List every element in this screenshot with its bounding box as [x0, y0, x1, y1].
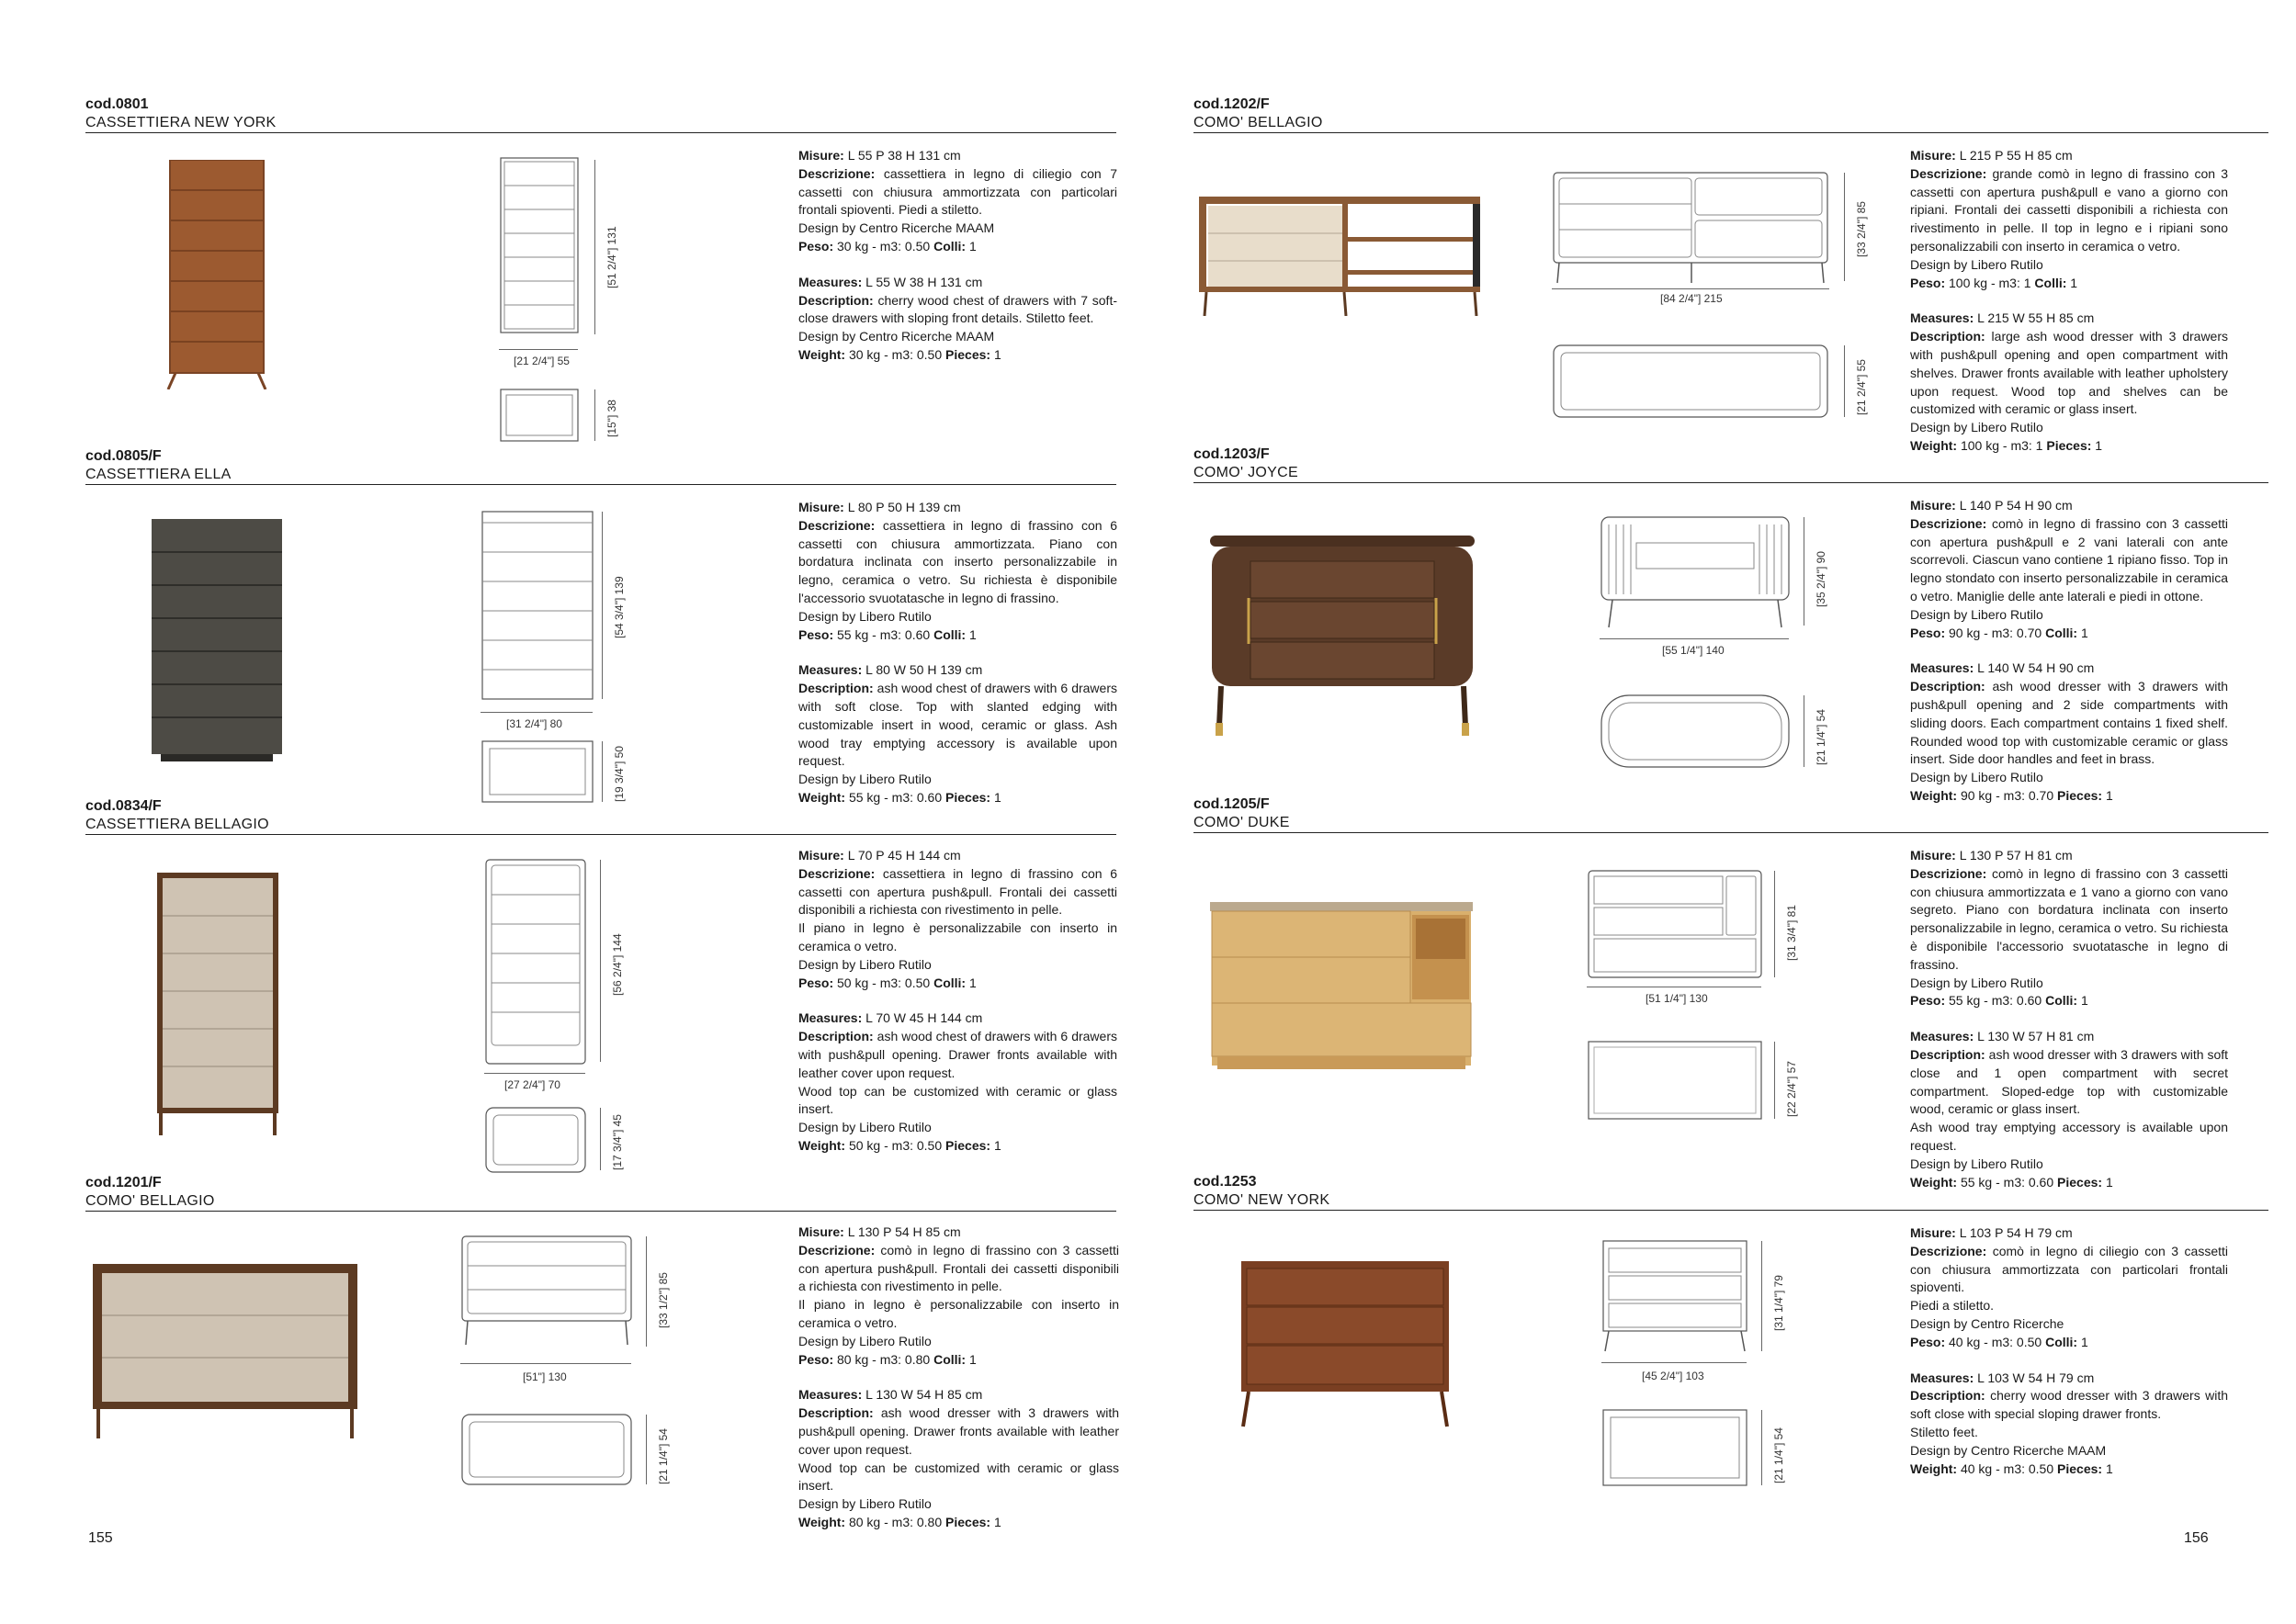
label-weight: Weight:: [1910, 787, 1958, 803]
it-weight: 55 kg - m3: 0.60: [837, 626, 931, 642]
right-page: [1148, 0, 2295, 1624]
depth-dim-line: [600, 1108, 601, 1170]
height-dim: [33 1/2"] 85: [657, 1272, 670, 1328]
width-dim: [51"] 130: [523, 1370, 567, 1383]
depth-dim: [17 3/4"] 45: [611, 1114, 624, 1170]
en-desc2: Wood top can be customized with ceramic or glass insert.: [798, 1083, 1117, 1117]
label-description: Description:: [1910, 329, 1985, 344]
label-measures: Measures:: [1910, 1029, 1974, 1044]
label-misure: Misure:: [1910, 1225, 1956, 1240]
width-dim-line: [481, 712, 593, 713]
it-weight: 90 kg - m3: 0.70: [1949, 625, 2042, 640]
top-drawing: [460, 1413, 635, 1488]
product-name: COMO' BELLAGIO: [1193, 115, 1323, 130]
header-rule: [85, 132, 1116, 133]
en-measure: L 130 W 57 H 81 cm: [1977, 1029, 2095, 1044]
label-misure: Misure:: [798, 1224, 844, 1239]
en-desc: ash wood chest of drawers with 6 drawers with soft close. Top with slanted edging with customizable insert in wood, ceramic or glass. Ash wood tray emptying accessory is available upon request.: [798, 681, 1117, 769]
en-pieces: 1: [2105, 1174, 2113, 1190]
label-peso: Peso:: [1910, 275, 1946, 290]
en-design: Design by Libero Rutilo: [798, 1496, 932, 1512]
product-code: cod.1205/F: [1193, 796, 1270, 812]
height-dim-line: [600, 860, 601, 1062]
product-photo: [155, 873, 280, 1135]
header-rule: [85, 1211, 1116, 1212]
label-measures: Measures:: [798, 1387, 863, 1403]
en-desc2: Wood top can be customized with ceramic or glass insert.: [798, 1460, 1119, 1494]
depth-dim: [21 1/4"] 54: [657, 1428, 670, 1484]
label-pieces: Pieces:: [945, 1137, 991, 1153]
product-photo: [1239, 1261, 1451, 1428]
height-dim-line: [1844, 173, 1845, 281]
product-block-1201f: [85, 1174, 1120, 1560]
depth-dim: [21 1/4"] 54: [1815, 709, 1827, 765]
en-measure: L 70 W 45 H 144 cm: [865, 1010, 983, 1026]
it-weight: 55 kg - m3: 0.60: [1949, 993, 2042, 1009]
label-measures: Measures:: [798, 274, 863, 289]
it-design: Design by Centro Ricerche MAAM: [798, 220, 995, 236]
en-desc2: Stiletto feet.: [1910, 1424, 1978, 1439]
product-code: cod.1253: [1193, 1174, 1257, 1190]
en-design: Design by Libero Rutilo: [798, 772, 932, 787]
label-peso: Peso:: [798, 975, 834, 990]
label-peso: Peso:: [798, 1351, 834, 1367]
it-colli: 1: [2080, 625, 2088, 640]
label-description: Description:: [798, 1405, 874, 1421]
it-desc: comò in legno di frassino con 3 cassetti con apertura push&pull e 2 vani laterali con ante scorrevoli. Ciascun vano contiene 1 ripiano fisso. Top in legno stondato con inserto personalizzabile in ceramica o vetro. Maniglie delle ante laterali e piedi in ottone.: [1910, 515, 2228, 603]
en-desc: cherry wood dresser with 3 drawers with soft close with special sloping drawer fronts.: [1910, 1388, 2229, 1422]
label-measures: Measures:: [798, 1010, 863, 1026]
depth-dim-line: [602, 741, 603, 802]
front-drawing: [460, 1235, 635, 1350]
it-design: Design by Libero Rutilo: [798, 1333, 932, 1348]
height-dim: [33 2/4"] 85: [1855, 201, 1868, 257]
header-rule: [85, 484, 1116, 485]
top-drawing: [1600, 694, 1793, 771]
height-dim-line: [1761, 1241, 1762, 1351]
label-misure: Misure:: [798, 500, 844, 514]
width-dim-line: [484, 1073, 585, 1074]
label-measures: Measures:: [1910, 660, 1974, 676]
product-text: [1910, 497, 2228, 806]
label-descrizione: Descrizione:: [1910, 165, 1987, 181]
top-drawing: [499, 388, 582, 445]
product-photo: [91, 1264, 359, 1438]
product-name: CASSETTIERA ELLA: [85, 467, 232, 482]
height-dim-line: [602, 512, 603, 699]
it-colli: 1: [968, 1351, 977, 1367]
width-dim: [55 1/4"] 140: [1662, 644, 1725, 657]
label-colli: Colli:: [933, 626, 967, 642]
width-dim: [51 1/4"] 130: [1646, 992, 1708, 1005]
label-pieces: Pieces:: [2057, 1460, 2103, 1476]
header-rule: [1193, 132, 2268, 133]
label-measures: Measures:: [798, 662, 863, 678]
en-weight: 55 kg - m3: 0.60: [1960, 1174, 2054, 1190]
it-desc: cassettiera in legno di frassino con 6 cassetti con apertura push&pull. Frontali dei cassetti disponibili a richiesta con rivestimento in pelle.: [798, 865, 1118, 918]
label-description: Description:: [1910, 1388, 1985, 1404]
label-descrizione: Descrizione:: [798, 517, 876, 533]
en-pieces: 1: [993, 789, 1001, 805]
width-dim-line: [1601, 1362, 1747, 1363]
depth-dim: [21 1/4"] 54: [1772, 1427, 1785, 1483]
label-peso: Peso:: [798, 626, 834, 642]
front-drawing: [484, 858, 589, 1066]
product-text: [798, 147, 1117, 365]
en-measure: L 140 W 54 H 90 cm: [1977, 660, 2095, 676]
label-descrizione: Descrizione:: [1910, 1243, 1987, 1258]
it-measure: L 70 P 45 H 144 cm: [847, 848, 961, 863]
en-desc: ash wood dresser with 3 drawers with soft close and 1 open compartment with secret compartment. Sloped-edge top with customizable wood, ceramic or glass insert.: [1910, 1046, 2229, 1117]
depth-dim: [15"] 38: [605, 400, 618, 437]
it-weight: 40 kg - m3: 0.50: [1949, 1334, 2042, 1349]
en-pieces: 1: [2105, 1460, 2113, 1476]
product-name: COMO' DUKE: [1193, 815, 1290, 830]
product-name: CASSETTIERA NEW YORK: [85, 115, 277, 130]
width-dim: [31 2/4"] 80: [506, 717, 562, 730]
product-text: [1910, 847, 2228, 1191]
en-measure: L 80 W 50 H 139 cm: [865, 662, 983, 678]
top-drawing: [1587, 1040, 1765, 1122]
it-desc: cassettiera in legno di frassino con 6 cassetti con chiusura ammortizzata. Piano con bordatura inclinata con inserto personalizzabile in legno, ceramica o vetro. Su richiesta è disponibile l'accessorio svuotatasche in legno di frassino.: [798, 517, 1118, 605]
label-description: Description:: [1910, 1046, 1985, 1062]
product-code: cod.1202/F: [1193, 96, 1270, 112]
it-measure: L 80 P 50 H 139 cm: [847, 500, 961, 514]
product-code: cod.0805/F: [85, 448, 162, 464]
label-misure: Misure:: [798, 148, 844, 163]
en-measure: L 103 W 54 H 79 cm: [1977, 1370, 2095, 1385]
product-text: [798, 847, 1117, 1156]
it-weight: 100 kg - m3: 1: [1949, 275, 2031, 290]
product-code: cod.0801: [85, 96, 149, 112]
width-dim-line: [460, 1363, 631, 1364]
top-drawing: [484, 1106, 589, 1174]
label-misure: Misure:: [1910, 148, 1956, 163]
product-name: COMO' BELLAGIO: [85, 1193, 215, 1209]
it-measure: L 130 P 54 H 85 cm: [847, 1224, 961, 1239]
it-desc: cassettiera in legno di ciliegio con 7 cassetti con chiusura ammortizzata con particolari frontali spioventi. Piedi a stiletto.: [798, 165, 1118, 218]
it-design: Design by Libero Rutilo: [798, 608, 932, 624]
label-colli: Colli:: [2034, 275, 2067, 290]
en-desc: ash wood dresser with 3 drawers with push&pull opening. Drawer fronts available with leather cover upon request.: [798, 1405, 1120, 1457]
depth-dim-line: [1844, 345, 1845, 417]
en-pieces: 1: [993, 1514, 1001, 1529]
label-description: Description:: [798, 681, 874, 696]
width-dim: [84 2/4"] 215: [1660, 292, 1723, 305]
label-weight: Weight:: [798, 346, 846, 362]
en-weight: 90 kg - m3: 0.70: [1960, 787, 2054, 803]
label-colli: Colli:: [933, 1351, 967, 1367]
label-colli: Colli:: [933, 238, 967, 254]
product-name: COMO' NEW YORK: [1193, 1192, 1330, 1208]
height-dim-line: [594, 160, 595, 334]
en-design: Design by Libero Rutilo: [1910, 770, 2043, 785]
en-design: Design by Libero Rutilo: [798, 1120, 932, 1135]
en-measure: L 130 W 54 H 85 cm: [865, 1387, 983, 1403]
product-photo: [150, 519, 284, 763]
height-dim: [35 2/4"] 90: [1815, 551, 1827, 607]
en-design: Design by Libero Rutilo: [1910, 420, 2043, 435]
it-weight: 50 kg - m3: 0.50: [837, 975, 931, 990]
label-pieces: Pieces:: [2057, 787, 2103, 803]
label-descrizione: Descrizione:: [1910, 865, 1987, 881]
depth-dim: [21 2/4"] 55: [1855, 359, 1868, 415]
en-desc: large ash wood dresser with 3 drawers with push&pull opening and open compartment with shelves. Drawer fronts available with leather upholstery upon request. Wood top and shelves can be customized with ceramic or glass insert.: [1910, 329, 2229, 417]
it-weight: 80 kg - m3: 0.80: [837, 1351, 931, 1367]
it-measure: L 140 P 54 H 90 cm: [1959, 498, 2073, 513]
product-block-0834f: [85, 797, 1118, 1170]
label-weight: Weight:: [1910, 437, 1958, 453]
en-pieces: 1: [993, 1137, 1001, 1153]
label-pieces: Pieces:: [2057, 1174, 2103, 1190]
label-colli: Colli:: [2045, 1334, 2078, 1349]
it-desc2: Il piano in legno è personalizzabile con inserto in ceramica o vetro.: [798, 1297, 1119, 1330]
product-block-1203f: [1193, 445, 2268, 803]
product-name: COMO' JOYCE: [1193, 465, 1298, 480]
label-descrizione: Descrizione:: [798, 165, 876, 181]
height-dim: [51 2/4"] 131: [605, 226, 618, 288]
label-measures: Measures:: [1910, 1370, 1974, 1385]
en-desc: cherry wood chest of drawers with 7 soft-close drawers with sloping front details. Stiletto feet.: [798, 292, 1117, 326]
product-block-1202f: [1193, 96, 2268, 453]
product-block-0805f: [85, 447, 1118, 805]
header-rule: [1193, 1210, 2268, 1211]
width-dim: [45 2/4"] 103: [1642, 1370, 1704, 1382]
product-photo: [166, 160, 267, 389]
page-number-left: 155: [88, 1530, 113, 1546]
it-design: Design by Libero Rutilo: [1910, 975, 2043, 990]
label-weight: Weight:: [1910, 1174, 1958, 1190]
top-drawing: [1601, 1408, 1750, 1489]
label-colli: Colli:: [2045, 993, 2078, 1009]
width-dim: [21 2/4"] 55: [514, 355, 570, 367]
en-weight: 40 kg - m3: 0.50: [1960, 1460, 2054, 1476]
it-desc2: Il piano in legno è personalizzabile con inserto in ceramica o vetro.: [798, 920, 1117, 953]
depth-dim-line: [1774, 1042, 1775, 1119]
en-pieces: 1: [2105, 787, 2113, 803]
it-measure: L 55 P 38 H 131 cm: [847, 148, 961, 163]
it-design: Design by Centro Ricerche: [1910, 1315, 2064, 1331]
label-weight: Weight:: [798, 1137, 846, 1153]
header-rule: [1193, 832, 2268, 833]
depth-dim-line: [646, 1415, 647, 1484]
en-pieces: 1: [993, 346, 1001, 362]
en-pieces: 1: [2095, 437, 2103, 453]
it-colli: 1: [968, 975, 977, 990]
it-colli: 1: [2080, 993, 2088, 1009]
product-code: cod.1201/F: [85, 1175, 162, 1190]
it-measure: L 130 P 57 H 81 cm: [1959, 848, 2073, 863]
label-weight: Weight:: [798, 789, 846, 805]
width-dim-line: [1600, 638, 1789, 639]
it-desc: comò in legno di frassino con 3 cassetti con apertura push&pull. Frontali dei cassetti disponibili a richiesta con rivestimento in pelle.: [798, 1242, 1119, 1294]
depth-dim-line: [1761, 1410, 1762, 1485]
width-dim-line: [499, 349, 578, 350]
label-descrizione: Descrizione:: [1910, 515, 1987, 531]
en-measure: L 215 W 55 H 85 cm: [1977, 310, 2095, 326]
width-dim: [27 2/4"] 70: [504, 1078, 560, 1091]
label-misure: Misure:: [798, 848, 844, 863]
product-code: cod.1203/F: [1193, 446, 1270, 462]
label-peso: Peso:: [1910, 1334, 1946, 1349]
label-peso: Peso:: [1910, 625, 1946, 640]
depth-dim: [19 3/4"] 50: [613, 746, 626, 802]
en-desc: ash wood chest of drawers with 6 drawers with push&pull opening. Drawer fronts available with leather cover upon request.: [798, 1029, 1117, 1080]
front-drawing: [1600, 515, 1793, 633]
it-weight: 30 kg - m3: 0.50: [837, 238, 931, 254]
en-weight: 30 kg - m3: 0.50: [848, 346, 943, 362]
label-colli: Colli:: [2045, 625, 2078, 640]
en-design: Design by Libero Rutilo: [1910, 1156, 2043, 1171]
label-descrizione: Descrizione:: [798, 1242, 876, 1257]
label-colli: Colli:: [933, 975, 967, 990]
label-pieces: Pieces:: [2046, 437, 2092, 453]
it-measure: L 215 P 55 H 85 cm: [1959, 148, 2073, 163]
front-drawing: [499, 156, 582, 340]
en-weight: 55 kg - m3: 0.60: [848, 789, 943, 805]
label-measures: Measures:: [1910, 310, 1974, 326]
it-measure: L 103 P 54 H 79 cm: [1959, 1225, 2073, 1240]
product-text: [798, 499, 1117, 807]
it-colli: 1: [968, 238, 977, 254]
label-description: Description:: [1910, 679, 1985, 694]
label-peso: Peso:: [798, 238, 834, 254]
en-weight: 50 kg - m3: 0.50: [848, 1137, 943, 1153]
en-weight: 100 kg - m3: 1: [1960, 437, 2043, 453]
label-misure: Misure:: [1910, 498, 1956, 513]
width-dim-line: [1552, 288, 1829, 289]
top-drawing: [481, 739, 596, 806]
product-photo: [1208, 534, 1476, 738]
en-desc2: Ash wood tray emptying accessory is available upon request.: [1910, 1120, 2228, 1153]
label-pieces: Pieces:: [945, 789, 991, 805]
label-peso: Peso:: [1910, 993, 1946, 1009]
it-colli: 1: [2080, 1334, 2088, 1349]
it-design: Design by Libero Rutilo: [798, 956, 932, 972]
label-weight: Weight:: [1910, 1460, 1958, 1476]
it-desc2: Piedi a stiletto.: [1910, 1298, 1995, 1314]
product-block-1253: [1193, 1173, 2268, 1540]
product-photo: [1197, 197, 1484, 316]
product-text: [1910, 1224, 2228, 1478]
front-drawing: [1552, 171, 1833, 287]
it-desc: comò in legno di ciliegio con 3 cassetti con chiusura ammortizzata con particolari frontali spioventi.: [1910, 1243, 2228, 1295]
label-pieces: Pieces:: [945, 1514, 991, 1529]
it-design: Design by Libero Rutilo: [1910, 256, 2043, 272]
height-dim: [56 2/4"] 144: [611, 933, 624, 996]
en-desc: ash wood dresser with 3 drawers with push&pull opening and 2 side compartments with sliding doors. Each compartment contains 1 fixed shelf. Rounded wood top with customizable ceramic or glass insert. Side door handles and feet in brass.: [1910, 679, 2229, 767]
label-descrizione: Descrizione:: [798, 865, 876, 881]
header-rule: [85, 834, 1116, 835]
front-drawing: [481, 510, 596, 705]
depth-dim-line: [594, 389, 595, 441]
it-design: Design by Libero Rutilo: [1910, 606, 2043, 622]
en-measure: L 55 W 38 H 131 cm: [865, 274, 983, 289]
label-pieces: Pieces:: [945, 346, 991, 362]
label-misure: Misure:: [1910, 848, 1956, 863]
product-code: cod.0834/F: [85, 798, 162, 814]
front-drawing: [1587, 869, 1765, 985]
product-block-0801: [85, 96, 1118, 437]
en-weight: 80 kg - m3: 0.80: [848, 1514, 943, 1529]
label-weight: Weight:: [798, 1514, 846, 1529]
it-colli: 1: [2070, 275, 2078, 290]
label-description: Description:: [798, 292, 874, 308]
en-design: Design by Centro Ricerche MAAM: [798, 329, 995, 344]
it-colli: 1: [968, 626, 977, 642]
en-design: Design by Centro Ricerche MAAM: [1910, 1442, 2107, 1458]
height-dim: [54 3/4"] 139: [613, 576, 626, 638]
it-desc: grande comò in legno di frassino con 3 cassetti con apertura push&pull e vano a giorno con ripiani. Frontali dei cassetti disponibili a richiesta con rivestimento in pelle. Il top in legno e i ripiani sono personalizzabili con inserto in ceramica o vetro.: [1910, 165, 2228, 254]
it-desc: comò in legno di frassino con 3 cassetti con chiusura ammortizzata e 1 vano a giorno con vano segreto. Piano con bordatura inclinata con inserto personalizzabile in legno, ceramica o vetro. Su richiesta è disponibile l'accessorio svuotatasche in legno di frassino.: [1910, 865, 2228, 972]
height-dim-line: [1774, 871, 1775, 977]
depth-dim: [22 2/4"] 57: [1785, 1061, 1798, 1117]
top-drawing: [1552, 344, 1833, 421]
product-photo: [1208, 900, 1475, 1075]
page-number-right: 156: [2184, 1530, 2209, 1546]
height-dim: [31 1/4"] 79: [1772, 1275, 1785, 1331]
product-name: CASSETTIERA BELLAGIO: [85, 817, 269, 832]
height-dim: [31 3/4"] 81: [1785, 905, 1798, 961]
height-dim-line: [646, 1236, 647, 1347]
product-text: [798, 1224, 1119, 1532]
front-drawing: [1601, 1239, 1750, 1355]
label-description: Description:: [798, 1029, 874, 1044]
product-text: [1910, 147, 2228, 456]
header-rule: [1193, 482, 2268, 483]
